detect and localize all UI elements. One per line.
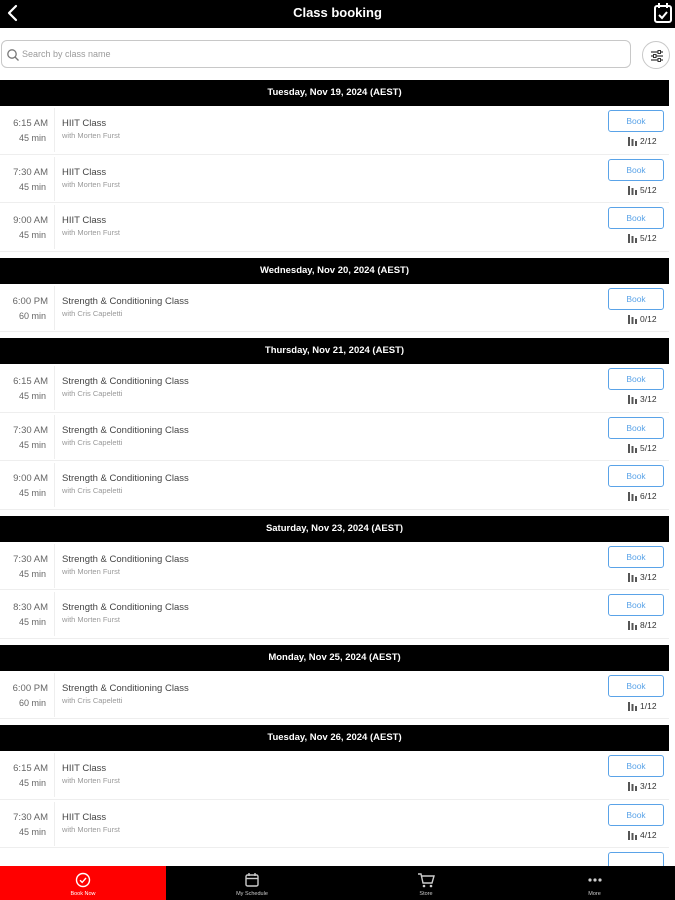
book-button[interactable]: Book xyxy=(608,207,664,229)
day-header: Tuesday, Nov 19, 2024 (AEST) xyxy=(0,80,669,106)
class-row xyxy=(0,203,669,252)
class-duration: 60 min xyxy=(18,310,46,321)
class-duration: 45 min xyxy=(18,826,46,837)
capacity-count: 3/12 xyxy=(640,394,657,404)
class-duration: 45 min xyxy=(18,488,46,498)
tab-label: My Schedule xyxy=(236,891,268,897)
class-name: Strength & Conditioning Class xyxy=(62,376,189,387)
capacity-count: 5/12 xyxy=(640,442,657,453)
divider xyxy=(54,415,55,459)
class-name: HIIT Class xyxy=(62,215,107,226)
class-name: Strength & Conditioning Class xyxy=(62,295,189,307)
capacity-icon xyxy=(628,444,638,453)
divider xyxy=(54,157,55,201)
class-duration: 60 min xyxy=(18,697,46,708)
capacity-icon xyxy=(628,702,638,711)
class-duration: 45 min xyxy=(18,439,46,450)
class-instructor: with Cris Capeletti xyxy=(62,308,123,318)
class-time: 7:30 AM xyxy=(13,166,48,178)
day-header: Tuesday, Nov 26, 2024 (AEST) xyxy=(0,725,669,751)
divider xyxy=(54,673,55,717)
class-name: Strength & Conditioning Class xyxy=(62,682,189,694)
class-row xyxy=(0,106,669,155)
capacity-icon xyxy=(628,492,638,501)
filter-button[interactable] xyxy=(642,41,670,69)
book-button[interactable] xyxy=(608,852,664,866)
class-name: Strength & Conditioning Class xyxy=(62,602,189,613)
search-input[interactable] xyxy=(22,44,622,64)
class-instructor: with Cris Capeletti xyxy=(62,695,123,705)
calendar-check-icon[interactable] xyxy=(653,2,673,24)
search-icon xyxy=(6,48,20,62)
class-capacity xyxy=(628,136,657,146)
class-name: HIIT Class xyxy=(62,763,107,774)
class-capacity xyxy=(628,314,657,324)
divider xyxy=(54,205,55,249)
tab-store[interactable] xyxy=(338,866,514,900)
class-capacity xyxy=(628,781,657,791)
class-duration: 45 min xyxy=(18,568,46,579)
class-capacity xyxy=(628,185,657,195)
tab-label: More xyxy=(588,891,601,897)
capacity-icon xyxy=(628,395,638,404)
class-name: HIIT Class xyxy=(62,118,107,129)
tab-my-schedule[interactable] xyxy=(166,866,338,900)
class-duration: 45 min xyxy=(18,133,46,143)
divider xyxy=(54,286,55,330)
capacity-count: 1/12 xyxy=(640,700,657,711)
book-button[interactable]: Book xyxy=(608,755,664,777)
capacity-count: 4/12 xyxy=(640,829,657,840)
class-capacity xyxy=(628,830,657,840)
class-instructor: with Morten Furst xyxy=(62,228,120,237)
class-row xyxy=(0,800,669,849)
book-button[interactable]: Book xyxy=(608,546,664,568)
class-capacity xyxy=(628,701,657,711)
class-instructor: with Cris Capeletti xyxy=(62,437,123,447)
filter-sliders-icon xyxy=(649,48,665,64)
class-capacity xyxy=(628,443,657,453)
class-capacity xyxy=(628,620,657,630)
capacity-icon xyxy=(628,831,638,840)
capacity-count: 3/12 xyxy=(640,571,657,582)
book-button[interactable]: Book xyxy=(608,417,664,439)
class-capacity xyxy=(628,572,657,582)
class-row xyxy=(0,364,669,413)
divider xyxy=(54,108,55,152)
capacity-icon xyxy=(628,137,638,146)
divider xyxy=(54,592,55,636)
cart-icon xyxy=(417,872,435,888)
class-instructor: with Cris Capeletti xyxy=(62,486,123,495)
book-button[interactable]: Book xyxy=(608,465,664,487)
book-button[interactable]: Book xyxy=(608,159,664,181)
page-title: Class booking xyxy=(293,5,382,20)
capacity-count: 5/12 xyxy=(640,233,657,243)
divider xyxy=(54,463,55,507)
class-row xyxy=(0,590,669,639)
check-circle-icon xyxy=(75,872,91,888)
capacity-count: 3/12 xyxy=(640,781,657,791)
class-name: Strength & Conditioning Class xyxy=(62,424,189,436)
capacity-icon xyxy=(628,573,638,582)
book-button[interactable]: Book xyxy=(608,675,664,697)
capacity-icon xyxy=(628,234,638,243)
book-button[interactable]: Book xyxy=(608,804,664,826)
class-row xyxy=(0,461,669,510)
divider xyxy=(54,753,55,797)
class-row xyxy=(0,751,669,800)
class-time: 6:15 AM xyxy=(13,763,48,774)
tab-label: Book Now xyxy=(70,891,96,897)
capacity-count: 8/12 xyxy=(640,620,657,630)
capacity-icon xyxy=(628,782,638,791)
class-name: Strength & Conditioning Class xyxy=(62,553,189,565)
class-name: HIIT Class xyxy=(62,166,107,178)
class-duration: 45 min xyxy=(18,391,46,401)
book-button[interactable]: Book xyxy=(608,288,664,310)
tab-more[interactable] xyxy=(514,866,675,900)
class-row xyxy=(0,671,669,720)
class-instructor: with Morten Furst xyxy=(62,179,120,189)
class-name: Strength & Conditioning Class xyxy=(62,473,189,484)
class-capacity xyxy=(628,233,657,243)
class-instructor: with Morten Furst xyxy=(62,131,120,140)
class-row xyxy=(0,284,669,333)
book-button[interactable]: Book xyxy=(608,110,664,132)
day-header: Saturday, Nov 23, 2024 (AEST) xyxy=(0,516,669,542)
day-header: Wednesday, Nov 20, 2024 (AEST) xyxy=(0,258,669,284)
class-time: 6:15 AM xyxy=(13,376,48,387)
class-time: 6:00 PM xyxy=(12,295,48,307)
capacity-icon xyxy=(628,315,638,324)
class-instructor: with Cris Capeletti xyxy=(62,389,123,398)
class-list[interactable] xyxy=(0,80,675,866)
class-row-partial xyxy=(0,848,669,866)
class-time: 6:15 AM xyxy=(13,118,48,129)
class-row xyxy=(0,155,669,204)
class-time: 7:30 AM xyxy=(13,424,48,436)
tab-label: Store xyxy=(419,891,433,897)
book-button[interactable]: Book xyxy=(608,594,664,616)
class-row xyxy=(0,413,669,462)
class-instructor: with Morten Furst xyxy=(62,776,120,785)
class-time: 9:00 AM xyxy=(13,473,48,484)
class-instructor: with Morten Furst xyxy=(62,566,120,576)
tab-book-now[interactable] xyxy=(0,866,166,900)
class-capacity xyxy=(628,491,657,501)
capacity-icon xyxy=(628,186,638,195)
class-duration: 45 min xyxy=(18,181,46,192)
class-time: 6:00 PM xyxy=(12,682,48,694)
class-time: 8:30 AM xyxy=(13,602,48,613)
capacity-icon xyxy=(628,621,638,630)
class-name: HIIT Class xyxy=(62,811,107,823)
bottom-nav xyxy=(0,866,675,900)
book-button[interactable]: Book xyxy=(608,368,664,390)
search-bar xyxy=(1,40,631,68)
day-header: Monday, Nov 25, 2024 (AEST) xyxy=(0,645,669,671)
class-time: 7:30 AM xyxy=(13,553,48,565)
divider xyxy=(54,544,55,588)
class-duration: 45 min xyxy=(18,778,46,788)
capacity-count: 2/12 xyxy=(640,136,657,146)
app-header xyxy=(0,0,675,28)
more-dots-icon xyxy=(587,872,603,888)
divider xyxy=(54,802,55,846)
calendar-icon xyxy=(244,872,260,888)
class-row xyxy=(0,542,669,591)
class-time: 9:00 AM xyxy=(13,215,48,226)
class-time: 7:30 AM xyxy=(13,811,48,823)
class-capacity xyxy=(628,394,657,404)
class-instructor: with Morten Furst xyxy=(62,615,120,624)
class-instructor: with Morten Furst xyxy=(62,824,120,834)
capacity-count: 6/12 xyxy=(640,491,657,501)
capacity-count: 0/12 xyxy=(640,313,657,324)
day-header: Thursday, Nov 21, 2024 (AEST) xyxy=(0,338,669,364)
capacity-count: 5/12 xyxy=(640,184,657,195)
class-duration: 45 min xyxy=(18,617,46,627)
divider xyxy=(54,366,55,410)
class-duration: 45 min xyxy=(18,230,46,240)
